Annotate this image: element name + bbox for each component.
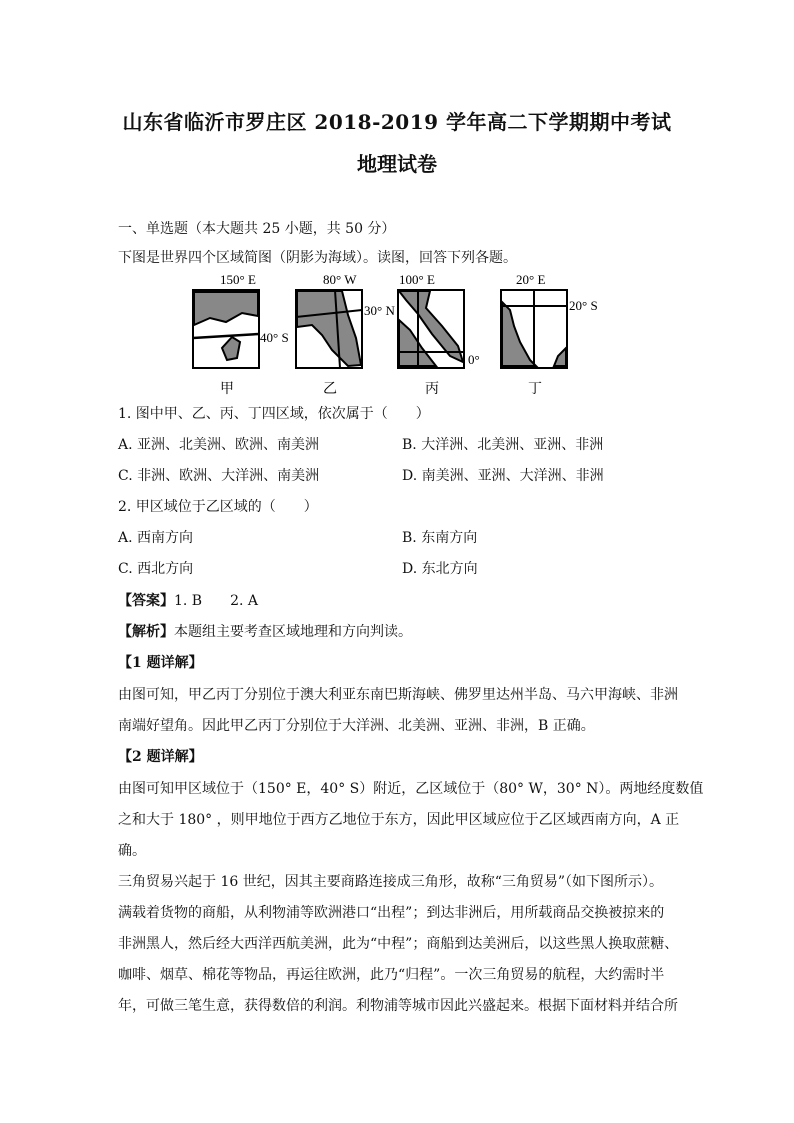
passage-line: 三角贸易兴起于 16 世纪，因其主要商路连接成三角形，故称“三角贸易”（如下图所示）。 [118, 874, 664, 890]
map-bing-name: 丙 [425, 382, 439, 397]
question-2-option-b: B. 东南方向 [402, 530, 478, 546]
map-panel-bing [398, 290, 464, 368]
detail-2-line: 由图可知甲区域位于（150° E，40° S）附近，乙区域位于（80° W，30° N）。两地经度数值 [118, 781, 704, 797]
question-2-option-c: C. 西北方向 [118, 561, 194, 577]
map-yi-side-label: 30° N [364, 303, 395, 318]
detail-2-heading: 【2 题详解】 [118, 749, 203, 765]
question-1-option-a: A. 亚洲、北美洲、欧洲、南美洲 [118, 437, 320, 453]
detail-1-line: 由图可知，甲乙丙丁分别位于澳大利亚东南巴斯海峡、佛罗里达州半岛、马六甲海峡、非洲 [118, 687, 678, 703]
map-jia-name: 甲 [220, 382, 234, 397]
passage-line: 年，可做三笔生意，获得数倍的利润。利物浦等城市因此兴盛起来。根据下面材料并结合所 [118, 998, 678, 1014]
section-heading: 一、单选题（本大题共 25 小题，共 50 分） [118, 221, 396, 237]
passage-line: 咖啡、烟草、棉花等物品，再运往欧洲，此乃“归程”。一次三角贸易的航程，大约需时半 [118, 967, 665, 983]
question-2-stem: 2. 甲区域位于乙区域的（ ） [118, 499, 318, 515]
detail-2-line: 之和大于 180° ，则甲地位于西方乙地位于东方，因此甲区域应位于乙区域西南方向，A 正 [118, 812, 680, 828]
map-bing-top-label: 100° E [399, 272, 435, 287]
map-ding-side-label: 20° S [569, 298, 598, 313]
map-yi-top-label: 80° W [323, 272, 357, 287]
map-jia-side-label: 40° S [260, 330, 289, 345]
page-title: 山东省临沂市罗庄区 2018-2019 学年高二下学期期中考试 [122, 110, 672, 134]
map-bing-side-label: 0° [468, 352, 480, 367]
map-yi-name: 乙 [323, 382, 337, 397]
analysis-label: 【解析】 [118, 624, 174, 640]
map-panel-jia [193, 290, 259, 368]
map-panel-ding [501, 290, 567, 368]
map-panel-yi [296, 290, 362, 368]
answer-row [118, 592, 258, 610]
question-2-option-a: A. 西南方向 [118, 530, 194, 546]
question-1-stem: 1. 图中甲、乙、丙、丁四区域，依次属于（ ） [118, 406, 430, 422]
page-subtitle: 地理试卷 [357, 152, 437, 176]
question-1-option-b: B. 大洋洲、北美洲、亚洲、非洲 [402, 437, 604, 453]
answer-label: 【答案】 [118, 593, 174, 609]
analysis-text: 本题组主要考查区域地理和方向判读。 [174, 624, 412, 640]
passage-line: 非洲黑人，然后经大西洋西航美洲，此为“中程”；商船到达美洲后，以这些黑人换取蔗糖、 [118, 936, 679, 952]
detail-1-heading: 【1 题详解】 [118, 655, 203, 671]
answer-text: 1. B 2. A [174, 593, 259, 609]
intro-text: 下图是世界四个区域简图（阴影为海域）。读图，回答下列各题。 [118, 250, 517, 266]
question-1-option-c: C. 非洲、欧洲、大洋洲、南美洲 [118, 468, 320, 484]
question-1-option-d: D. 南美洲、亚洲、大洋洲、非洲 [402, 468, 604, 484]
passage-line: 满载着货物的商船，从利物浦等欧洲港口“出程”；到达非洲后，用所载商品交换被掠来的 [118, 905, 665, 921]
detail-2-line: 确。 [118, 843, 146, 859]
map-ding-name: 丁 [528, 382, 542, 397]
map-ding-top-label: 20° E [516, 272, 546, 287]
region-maps-figure [180, 270, 610, 400]
question-2-option-d: D. 东北方向 [402, 561, 478, 577]
analysis-row [118, 623, 412, 641]
map-jia-top-label: 150° E [220, 272, 256, 287]
detail-1-line: 南端好望角。因此甲乙丙丁分别位于大洋洲、北美洲、亚洲、非洲，B 正确。 [118, 718, 595, 734]
